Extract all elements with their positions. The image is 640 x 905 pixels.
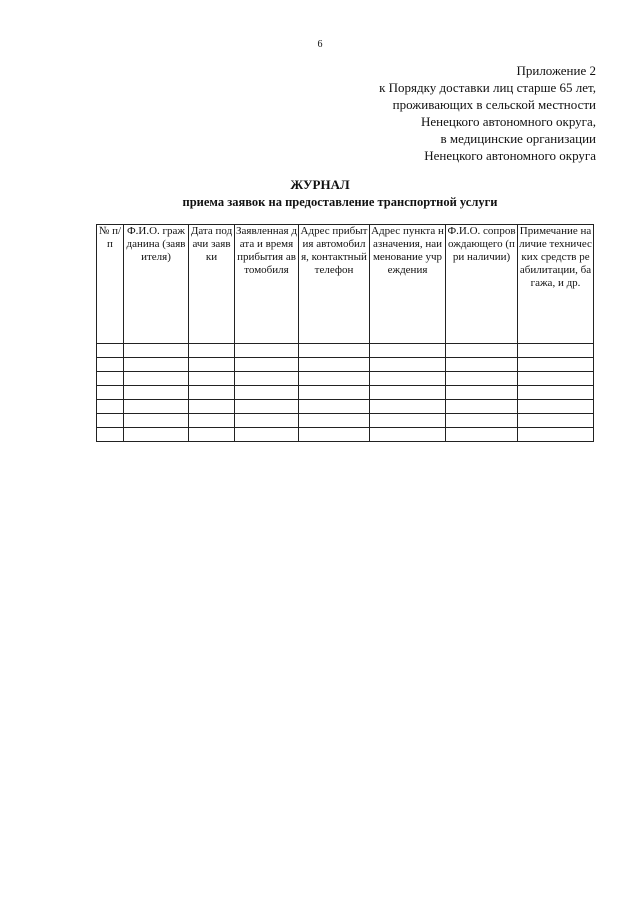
table-cell (446, 358, 518, 372)
appendix-line: к Порядку доставки лиц старше 65 лет, (379, 80, 596, 95)
appendix-line: Ненецкого автономного округа (424, 148, 596, 163)
table-cell (370, 344, 446, 358)
table-cell (518, 386, 594, 400)
table-cell (124, 414, 189, 428)
table-cell (370, 428, 446, 442)
table-row (97, 414, 594, 428)
journal-table-body (97, 344, 594, 442)
table-cell (446, 400, 518, 414)
table-cell (124, 344, 189, 358)
appendix-line: проживающих в сельской местности (392, 97, 596, 112)
table-cell (189, 400, 235, 414)
table-cell (124, 372, 189, 386)
table-cell (518, 358, 594, 372)
table-row (97, 358, 594, 372)
table-cell (446, 386, 518, 400)
table-cell (446, 414, 518, 428)
table-cell (189, 414, 235, 428)
table-cell (299, 428, 370, 442)
table-cell (518, 428, 594, 442)
table-cell (97, 386, 124, 400)
table-header-row (97, 225, 594, 344)
table-cell (189, 428, 235, 442)
table-cell (299, 414, 370, 428)
table-cell (518, 414, 594, 428)
table-cell (189, 372, 235, 386)
table-cell (299, 344, 370, 358)
table-cell (299, 386, 370, 400)
table-cell (189, 344, 235, 358)
table-cell (518, 344, 594, 358)
table-cell (446, 344, 518, 358)
table-cell (97, 344, 124, 358)
table-cell (97, 428, 124, 442)
header-applicant-name: Ф.И.О. гражданина (заявителя) (124, 225, 189, 344)
journal-table (96, 224, 594, 442)
header-escort-name: Ф.И.О. сопровождающего (при наличии) (446, 225, 518, 344)
table-row (97, 428, 594, 442)
table-cell (370, 414, 446, 428)
table-cell (97, 414, 124, 428)
document-title: ЖУРНАЛ (290, 177, 350, 192)
table-cell (189, 386, 235, 400)
table-cell (124, 358, 189, 372)
table-row (97, 400, 594, 414)
table-cell (299, 358, 370, 372)
table-row (97, 372, 594, 386)
table-cell (235, 372, 299, 386)
table-cell (97, 400, 124, 414)
table-row (97, 386, 594, 400)
table-cell (235, 414, 299, 428)
table-cell (370, 400, 446, 414)
header-requested-arrival: Заявленная дата и время прибытия автомобиля (235, 225, 299, 344)
document-subtitle: приема заявок на предоставление транспортной услуги (182, 195, 498, 209)
table-cell (97, 358, 124, 372)
appendix-line: в медицинские организации (440, 131, 596, 146)
table-cell (189, 358, 235, 372)
header-destination: Адрес пункта назначения, наименование учреждения (370, 225, 446, 344)
table-cell (235, 344, 299, 358)
table-cell (446, 372, 518, 386)
table-cell (370, 372, 446, 386)
table-cell (299, 372, 370, 386)
table-cell (370, 386, 446, 400)
table-row (97, 344, 594, 358)
appendix-line: Приложение 2 (516, 63, 596, 78)
table-cell (124, 428, 189, 442)
table-cell (124, 386, 189, 400)
header-submission-date: Дата подачи заявки (189, 225, 235, 344)
table-cell (299, 400, 370, 414)
table-cell (124, 400, 189, 414)
table-cell (518, 400, 594, 414)
table-cell (235, 386, 299, 400)
appendix-line: Ненецкого автономного округа, (421, 114, 596, 129)
appendix-note (296, 62, 596, 164)
table-cell (235, 400, 299, 414)
table-cell (235, 428, 299, 442)
table-cell (97, 372, 124, 386)
table-cell (518, 372, 594, 386)
header-pickup-address: Адрес прибытия автомобиля, контактный телефон (299, 225, 370, 344)
header-notes: Примечание наличие технических средств реабилитации, багажа, и др. (518, 225, 594, 344)
table-cell (370, 358, 446, 372)
table-cell (235, 358, 299, 372)
header-number: № п/п (97, 225, 124, 344)
page-number: 6 (317, 39, 323, 50)
table-cell (446, 428, 518, 442)
